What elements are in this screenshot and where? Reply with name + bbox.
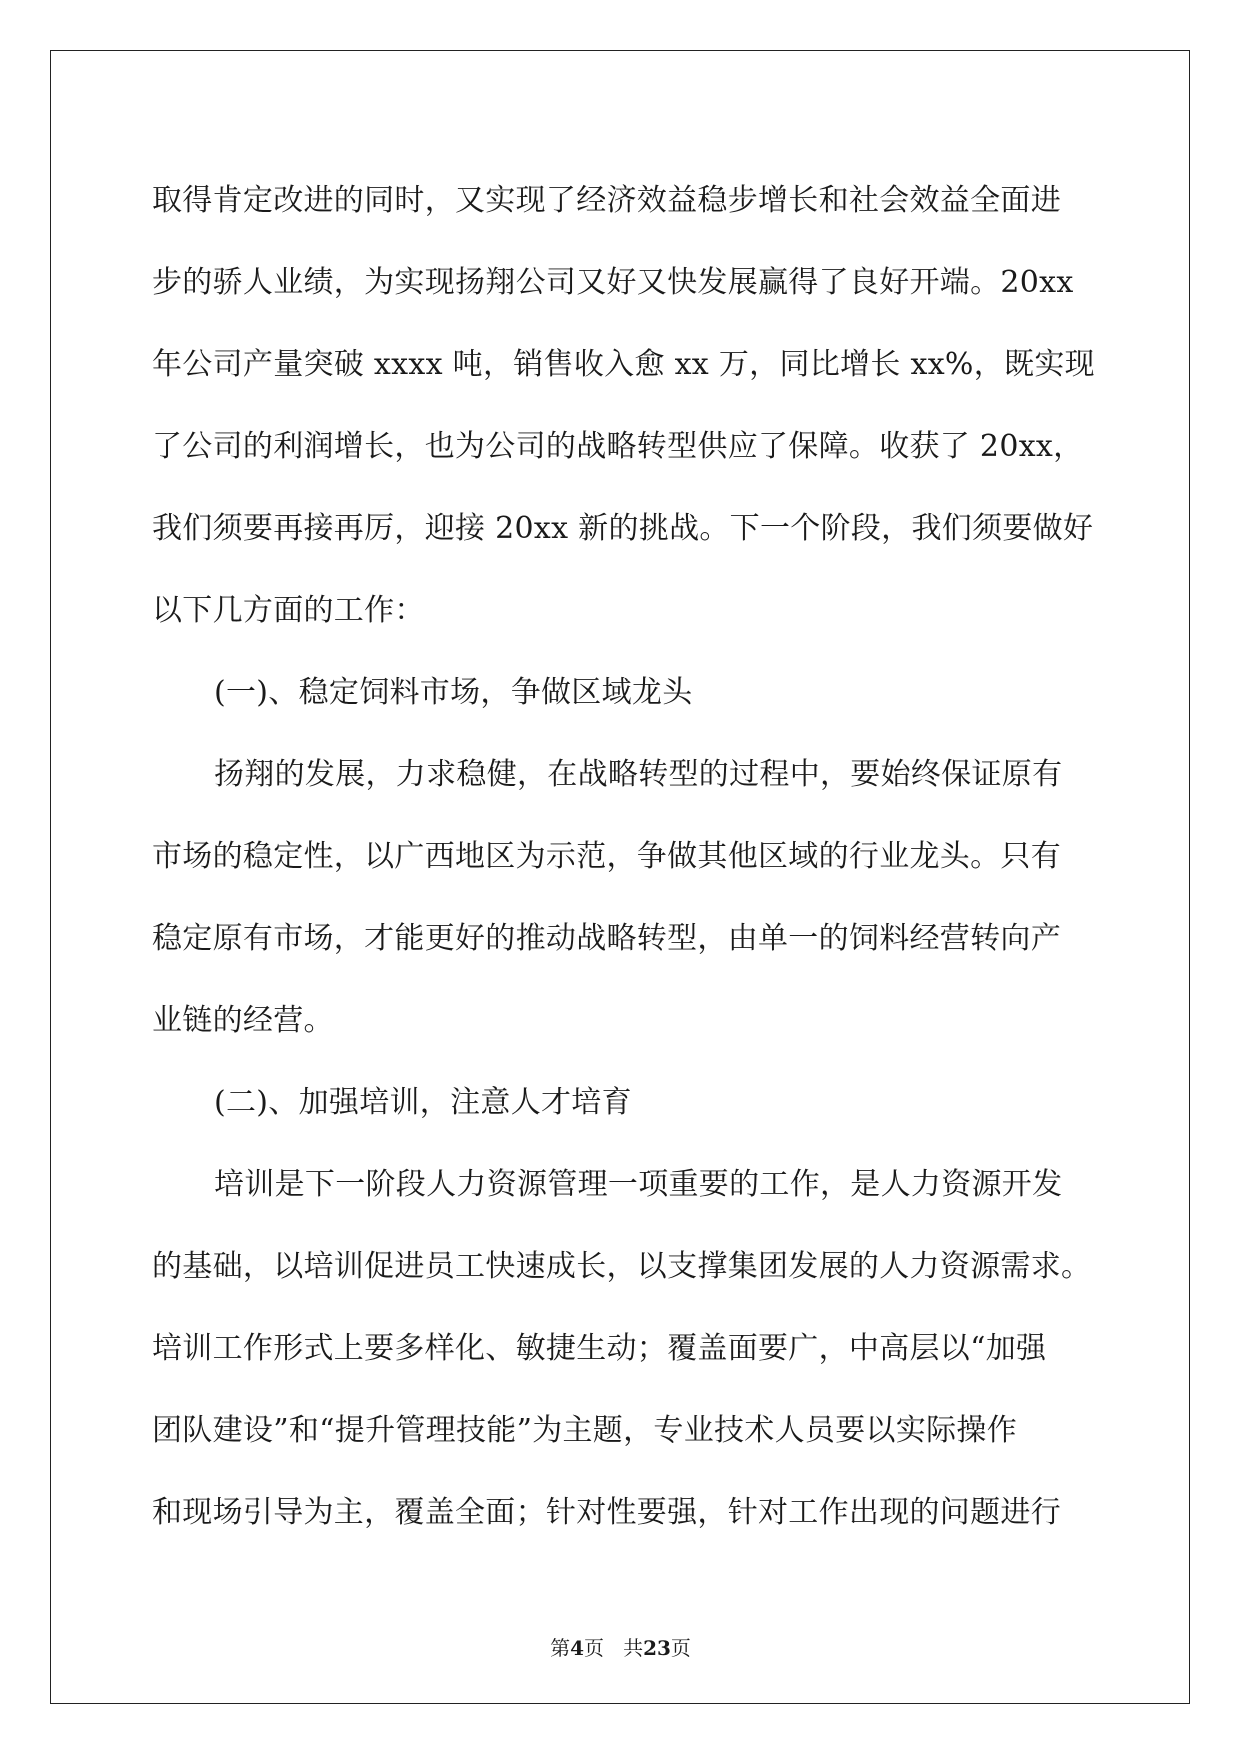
text-line: 和现场引导为主，覆盖全面；针对性要强，针对工作出现的问题进行	[152, 1495, 1061, 1530]
text-line: 年公司产量突破 xxxx 吨，销售收入愈 xx 万，同比增长 xx%，既实现	[152, 347, 1095, 382]
text-line: 步的骄人业绩，为实现扬翔公司又好又快发展赢得了良好开端。20xx	[152, 265, 1074, 300]
page-suffix: 页	[584, 1636, 604, 1660]
text-line: 稳定原有市场，才能更好的推动战略转型，由单一的饲料经营转向产	[152, 921, 1061, 956]
text-line: 我们须要再接再厉，迎接 20xx 新的挑战。下一个阶段，我们须要做好	[152, 511, 1094, 546]
total-pages: 23	[643, 1636, 671, 1660]
section-heading: (二)、加强培训，注意人才培育	[214, 1085, 632, 1120]
section-heading: (一)、稳定饲料市场，争做区域龙头	[214, 675, 693, 710]
document-body	[152, 160, 1095, 1554]
text-line: 培训工作形式上要多样化、敏捷生动；覆盖面要广，中高层以“加强	[152, 1331, 1047, 1366]
text-line: 团队建设”和“提升管理技能”为主题，专业技术人员要以实际操作	[152, 1413, 1018, 1448]
text-line: 了公司的利润增长，也为公司的战略转型供应了保障。收获了 20xx，	[152, 429, 1084, 464]
text-line: 业链的经营。	[152, 1003, 334, 1038]
text-line: 的基础，以培训促进员工快速成长，以支撑集团发展的人力资源需求。	[152, 1249, 1092, 1284]
page-prefix: 第	[550, 1636, 571, 1660]
total-suffix: 页	[670, 1636, 691, 1660]
page-footer	[0, 1632, 1241, 1661]
text-line: 扬翔的发展，力求稳健，在战略转型的过程中，要始终保证原有	[214, 757, 1063, 792]
page-number: 4	[570, 1636, 584, 1660]
text-line: 市场的稳定性，以广西地区为示范，争做其他区域的行业龙头。只有	[152, 839, 1061, 874]
text-line: 取得肯定改进的同时，又实现了经济效益稳步增长和社会效益全面进	[152, 183, 1061, 218]
text-line: 培训是下一阶段人力资源管理一项重要的工作，是人力资源开发	[214, 1167, 1063, 1202]
text-line: 以下几方面的工作：	[152, 593, 425, 628]
total-prefix: 共	[623, 1636, 644, 1660]
